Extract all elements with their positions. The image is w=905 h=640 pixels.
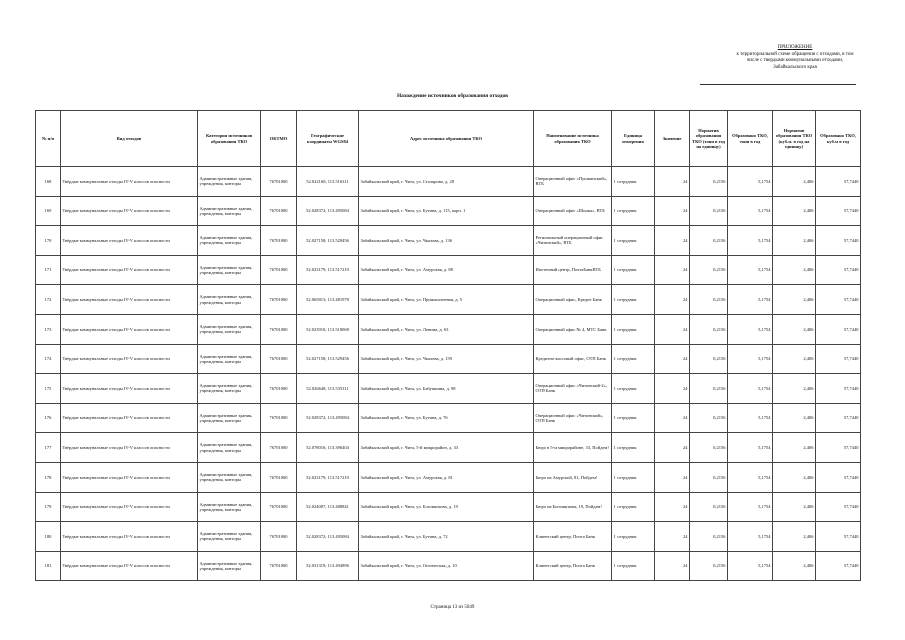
header-value: Значение <box>655 111 690 167</box>
cell-source-name: Бюро на Амурской, 81, Пойдем! <box>534 462 612 492</box>
cell-coordinates: 52.023179; 113.517219 <box>297 462 359 492</box>
cell-source-category: Административные здания, учреждения, конторы <box>198 551 261 581</box>
cell-unit: 1 сотрудник <box>612 462 655 492</box>
cell-waste-type: Твёрдые коммунальные отходы IV-V классов опасности <box>61 433 198 463</box>
cell-unit: 1 сотрудник <box>612 492 655 522</box>
cell-source-name: Бюро на Богомягкова, 19, Пойдем! <box>534 492 612 522</box>
cell-norm-tons: 0,2156 <box>690 196 728 226</box>
cell-waste-type: Твёрдые коммунальные отходы IV-V классов опасности <box>61 314 198 344</box>
cell-unit: 1 сотрудник <box>612 196 655 226</box>
cell-norm-m3: 2,406 <box>773 226 816 256</box>
cell-row-number: 171 <box>36 255 61 285</box>
cell-source-name: Операционный офис «Пушкинский», ВТБ <box>534 167 612 197</box>
cell-norm-m3: 2,406 <box>773 551 816 581</box>
cell-source-address: Забайкальский край, г. Чита, ул. Бутина, д. 76 <box>359 403 534 433</box>
cell-row-number: 179 <box>36 492 61 522</box>
cell-m3-per-year: 57,7440 <box>816 551 861 581</box>
header-m3-per-year: Образовано ТКО, куб.м в год <box>816 111 861 167</box>
cell-oktmo-code: 76701000 <box>261 551 297 581</box>
appendix-title: ПРИЛОЖЕНИЕ <box>777 45 813 50</box>
table-row <box>36 255 861 285</box>
cell-source-category: Административные здания, учреждения, конторы <box>198 522 261 552</box>
cell-m3-per-year: 57,7440 <box>816 433 861 463</box>
header-tons-per-year: Образовано ТКО, тонн в год <box>728 111 773 167</box>
cell-source-category: Административные здания, учреждения, конторы <box>198 255 261 285</box>
cell-source-name: Операционный офис «Читинский-2», ОТП Банк <box>534 374 612 404</box>
cell-value: 24 <box>655 285 690 315</box>
cell-m3-per-year: 57,7440 <box>816 462 861 492</box>
cell-source-category: Административные здания, учреждения, конторы <box>198 374 261 404</box>
cell-tons-per-year: 5,1754 <box>728 167 773 197</box>
table-row <box>36 314 861 344</box>
header-norm-m3: Норматив образования ТКО (куб.м. в год на единицу) <box>773 111 816 167</box>
cell-coordinates: 52.023910; 113.518068 <box>297 314 359 344</box>
cell-row-number: 169 <box>36 196 61 226</box>
table-row <box>36 462 861 492</box>
cell-source-category: Административные здания, учреждения, конторы <box>198 314 261 344</box>
cell-tons-per-year: 5,1754 <box>728 196 773 226</box>
cell-unit: 1 сотрудник <box>612 522 655 552</box>
cell-source-address: Забайкальский край, г. Чита, ул. Бутина, д. 115, корп. 1 <box>359 196 534 226</box>
cell-m3-per-year: 57,7440 <box>816 374 861 404</box>
cell-norm-tons: 0,2156 <box>690 551 728 581</box>
cell-norm-m3: 2,406 <box>773 285 816 315</box>
cell-waste-type: Твёрдые коммунальные отходы IV-V классов опасности <box>61 196 198 226</box>
cell-value: 24 <box>655 433 690 463</box>
table-row <box>36 167 861 197</box>
table-row <box>36 344 861 374</box>
cell-unit: 1 сотрудник <box>612 255 655 285</box>
cell-waste-type: Твёрдые коммунальные отходы IV-V классов опасности <box>61 403 198 433</box>
cell-source-category: Административные здания, учреждения, конторы <box>198 226 261 256</box>
cell-norm-m3: 2,406 <box>773 433 816 463</box>
cell-waste-type: Твёрдые коммунальные отходы IV-V классов опасности <box>61 522 198 552</box>
cell-source-category: Административные здания, учреждения, конторы <box>198 285 261 315</box>
cell-source-name: Региональный операционный офис «Читинский», ВТБ <box>534 226 612 256</box>
cell-m3-per-year: 57,7440 <box>816 196 861 226</box>
cell-tons-per-year: 5,1754 <box>728 226 773 256</box>
cell-oktmo-code: 76701000 <box>261 196 297 226</box>
cell-source-name: Операционный офис «Шилка», ВТБ <box>534 196 612 226</box>
cell-source-category: Административные здания, учреждения, конторы <box>198 462 261 492</box>
cell-row-number: 177 <box>36 433 61 463</box>
cell-coordinates: 52.027158; 113.529456 <box>297 226 359 256</box>
appendix-rule <box>700 84 856 85</box>
cell-oktmo-code: 76701000 <box>261 344 297 374</box>
cell-coordinates: 52.078016; 113.396404 <box>297 433 359 463</box>
cell-m3-per-year: 57,7440 <box>816 344 861 374</box>
cell-row-number: 181 <box>36 551 61 581</box>
cell-row-number: 174 <box>36 344 61 374</box>
cell-source-category: Административные здания, учреждения, конторы <box>198 344 261 374</box>
cell-source-category: Административные здания, учреждения, конторы <box>198 403 261 433</box>
cell-tons-per-year: 5,1754 <box>728 433 773 463</box>
cell-norm-tons: 0,2156 <box>690 522 728 552</box>
cell-row-number: 173 <box>36 314 61 344</box>
cell-norm-tons: 0,2156 <box>690 462 728 492</box>
table-row <box>36 403 861 433</box>
header-address: Адрес источника образования ТКО <box>359 111 534 167</box>
cell-coordinates: 52.024007; 113.488841 <box>297 492 359 522</box>
cell-norm-m3: 2,406 <box>773 344 816 374</box>
sources-table <box>35 110 861 581</box>
cell-source-address: Забайкальский край, г. Чита, ул. Богомягкова, д. 19 <box>359 492 534 522</box>
cell-m3-per-year: 57,7440 <box>816 226 861 256</box>
header-category: Категория источников образования ТКО <box>198 111 261 167</box>
cell-oktmo-code: 76701000 <box>261 433 297 463</box>
cell-norm-m3: 2,406 <box>773 403 816 433</box>
cell-source-address: Забайкальский край, г. Чита, ул. Бутина, д. 72 <box>359 522 534 552</box>
cell-row-number: 178 <box>36 462 61 492</box>
cell-coordinates: 52.028372; 113.495084 <box>297 403 359 433</box>
cell-waste-type: Твёрдые коммунальные отходы IV-V классов опасности <box>61 344 198 374</box>
table-row <box>36 374 861 404</box>
cell-norm-m3: 2,406 <box>773 492 816 522</box>
cell-norm-tons: 0,2156 <box>690 255 728 285</box>
header-oktmo: ОКТМО <box>261 111 297 167</box>
cell-oktmo-code: 76701000 <box>261 492 297 522</box>
cell-coordinates: 52.028372; 113.495084 <box>297 522 359 552</box>
table-header-row <box>36 111 861 167</box>
cell-m3-per-year: 57,7440 <box>816 314 861 344</box>
cell-oktmo-code: 76701000 <box>261 226 297 256</box>
cell-waste-type: Твёрдые коммунальные отходы IV-V классов опасности <box>61 374 198 404</box>
cell-row-number: 172 <box>36 285 61 315</box>
cell-value: 24 <box>655 255 690 285</box>
cell-tons-per-year: 5,1754 <box>728 374 773 404</box>
cell-source-name: Клиентский центр, Почта Банк <box>534 522 612 552</box>
cell-value: 24 <box>655 551 690 581</box>
cell-norm-m3: 2,406 <box>773 522 816 552</box>
cell-coordinates: 52.031319; 113.494896 <box>297 551 359 581</box>
cell-source-address: Забайкальский край, г. Чита, ул. Чкалова, д. 159 <box>359 344 534 374</box>
cell-oktmo-code: 76701000 <box>261 462 297 492</box>
cell-value: 24 <box>655 403 690 433</box>
cell-tons-per-year: 5,1754 <box>728 285 773 315</box>
cell-source-category: Административные здания, учреждения, конторы <box>198 492 261 522</box>
header-waste-type: Вид отходов <box>61 111 198 167</box>
cell-unit: 1 сотрудник <box>612 551 655 581</box>
cell-source-name: Кредитно-кассовый офис, ОТП Банк <box>534 344 612 374</box>
cell-tons-per-year: 5,1754 <box>728 522 773 552</box>
cell-source-category: Административные здания, учреждения, конторы <box>198 196 261 226</box>
cell-source-name: Операционный офис № 4, МТС Банк <box>534 314 612 344</box>
cell-source-address: Забайкальский край, г. Чита, ул. Бабушкина, д. 98 <box>359 374 534 404</box>
cell-value: 24 <box>655 314 690 344</box>
cell-oktmo-code: 76701000 <box>261 374 297 404</box>
cell-source-address: Забайкальский край, г. Чита, ул. Оптическая, д. 10 <box>359 551 534 581</box>
cell-norm-m3: 2,406 <box>773 196 816 226</box>
cell-value: 24 <box>655 462 690 492</box>
cell-norm-tons: 0,2156 <box>690 433 728 463</box>
cell-row-number: 170 <box>36 226 61 256</box>
header-coordinates: Географические координаты WGS84 <box>297 111 359 167</box>
cell-unit: 1 сотрудник <box>612 226 655 256</box>
appendix-line: Забайкальского края <box>773 64 817 70</box>
cell-coordinates: 52.028372; 113.495084 <box>297 196 359 226</box>
cell-oktmo-code: 76701000 <box>261 255 297 285</box>
cell-oktmo-code: 76701000 <box>261 285 297 315</box>
cell-tons-per-year: 5,1754 <box>728 403 773 433</box>
cell-waste-type: Твёрдые коммунальные отходы IV-V классов опасности <box>61 492 198 522</box>
cell-oktmo-code: 76701000 <box>261 167 297 197</box>
document-title: Нахождение источников образования отходов <box>396 93 509 99</box>
cell-source-address: Забайкальский край, г. Чита, 5-й микрорайон, д. 33 <box>359 433 534 463</box>
cell-tons-per-year: 5,1754 <box>728 492 773 522</box>
cell-unit: 1 сотрудник <box>612 285 655 315</box>
cell-norm-m3: 2,406 <box>773 167 816 197</box>
header-unit: Единица измерения <box>612 111 655 167</box>
cell-row-number: 176 <box>36 403 61 433</box>
cell-norm-tons: 0,2156 <box>690 344 728 374</box>
header-num: № п/п <box>36 111 61 167</box>
cell-norm-tons: 0,2156 <box>690 314 728 344</box>
cell-norm-tons: 0,2156 <box>690 403 728 433</box>
cell-source-address: Забайкальский край, г. Чита, ул. Амурская, д. 81 <box>359 462 534 492</box>
table-row <box>36 226 861 256</box>
cell-coordinates: 52.022160; 113.516311 <box>297 167 359 197</box>
cell-norm-tons: 0,2156 <box>690 492 728 522</box>
cell-m3-per-year: 57,7440 <box>816 167 861 197</box>
cell-coordinates: 52.026648; 113.535311 <box>297 374 359 404</box>
cell-unit: 1 сотрудник <box>612 403 655 433</box>
appendix-block <box>700 45 890 71</box>
cell-source-address: Забайкальский край, г. Чита, ул. Амурская, д. 88 <box>359 255 534 285</box>
cell-norm-m3: 2,406 <box>773 314 816 344</box>
cell-source-name: Операционный офис, Кредит Банк <box>534 285 612 315</box>
cell-tons-per-year: 5,1754 <box>728 314 773 344</box>
cell-tons-per-year: 5,1754 <box>728 462 773 492</box>
cell-norm-m3: 2,406 <box>773 462 816 492</box>
cell-m3-per-year: 57,7440 <box>816 492 861 522</box>
cell-source-name: Клиентский центр, Почта Банк <box>534 551 612 581</box>
cell-m3-per-year: 57,7440 <box>816 255 861 285</box>
cell-unit: 1 сотрудник <box>612 433 655 463</box>
table-row <box>36 522 861 552</box>
cell-value: 24 <box>655 522 690 552</box>
cell-norm-m3: 2,406 <box>773 255 816 285</box>
header-source-name: Наименование источника образования ТКО <box>534 111 612 167</box>
cell-source-category: Административные здания, учреждения, конторы <box>198 167 261 197</box>
table-row <box>36 551 861 581</box>
cell-row-number: 175 <box>36 374 61 404</box>
cell-m3-per-year: 57,7440 <box>816 522 861 552</box>
page-number: Страница 13 из 5049 <box>430 605 475 610</box>
cell-unit: 1 сотрудник <box>612 167 655 197</box>
cell-coordinates: 52.065813; 113.481978 <box>297 285 359 315</box>
table-row <box>36 433 861 463</box>
cell-norm-tons: 0,2156 <box>690 374 728 404</box>
cell-source-name: Операционный офис «Читинский», ОТП Банк <box>534 403 612 433</box>
cell-source-address: Забайкальский край, г. Чита, ул. Ленина, д. 63 <box>359 314 534 344</box>
cell-tons-per-year: 5,1754 <box>728 344 773 374</box>
cell-m3-per-year: 57,7440 <box>816 403 861 433</box>
cell-value: 24 <box>655 374 690 404</box>
cell-norm-tons: 0,2156 <box>690 226 728 256</box>
cell-norm-tons: 0,2156 <box>690 167 728 197</box>
cell-value: 24 <box>655 226 690 256</box>
cell-source-name: Бюро в 5-м микрорайоне, 33, Пойдем! <box>534 433 612 463</box>
cell-value: 24 <box>655 492 690 522</box>
cell-source-address: Забайкальский край, г. Чита, ул. Чкалова, д. 136 <box>359 226 534 256</box>
cell-waste-type: Твёрдые коммунальные отходы IV-V классов опасности <box>61 226 198 256</box>
header-norm-tons: Норматив образования ТКО (тонн в год на единицу) <box>690 111 728 167</box>
cell-source-category: Административные здания, учреждения, конторы <box>198 433 261 463</box>
cell-waste-type: Твёрдые коммунальные отходы IV-V классов опасности <box>61 285 198 315</box>
appendix-line: к территориальной схеме обращения с отходами, в том <box>736 51 854 57</box>
cell-coordinates: 52.023179; 113.517219 <box>297 255 359 285</box>
table-row <box>36 196 861 226</box>
cell-oktmo-code: 76701000 <box>261 403 297 433</box>
cell-source-name: Ипотечный центр, ПочтаБанкВТБ <box>534 255 612 285</box>
cell-waste-type: Твёрдые коммунальные отходы IV-V классов опасности <box>61 255 198 285</box>
cell-norm-tons: 0,2156 <box>690 285 728 315</box>
cell-oktmo-code: 76701000 <box>261 314 297 344</box>
cell-waste-type: Твёрдые коммунальные отходы IV-V классов опасности <box>61 167 198 197</box>
cell-row-number: 168 <box>36 167 61 197</box>
table-row <box>36 285 861 315</box>
cell-unit: 1 сотрудник <box>612 344 655 374</box>
cell-tons-per-year: 5,1754 <box>728 255 773 285</box>
cell-unit: 1 сотрудник <box>612 314 655 344</box>
cell-source-address: Забайкальский край, г. Чита, ул. Промышленная, д. 5 <box>359 285 534 315</box>
table-row <box>36 492 861 522</box>
cell-m3-per-year: 57,7440 <box>816 285 861 315</box>
cell-value: 24 <box>655 167 690 197</box>
cell-oktmo-code: 76701000 <box>261 522 297 552</box>
appendix-line: числе с твердыми коммунальными отходами, <box>746 58 844 63</box>
cell-value: 24 <box>655 196 690 226</box>
cell-value: 24 <box>655 344 690 374</box>
cell-tons-per-year: 5,1754 <box>728 551 773 581</box>
cell-waste-type: Твёрдые коммунальные отходы IV-V классов опасности <box>61 551 198 581</box>
cell-waste-type: Твёрдые коммунальные отходы IV-V классов опасности <box>61 462 198 492</box>
cell-row-number: 180 <box>36 522 61 552</box>
cell-norm-m3: 2,406 <box>773 374 816 404</box>
cell-coordinates: 52.027158; 113.529456 <box>297 344 359 374</box>
cell-unit: 1 сотрудник <box>612 374 655 404</box>
cell-source-address: Забайкальский край, г. Чита, ул. Столярова, д. 28 <box>359 167 534 197</box>
